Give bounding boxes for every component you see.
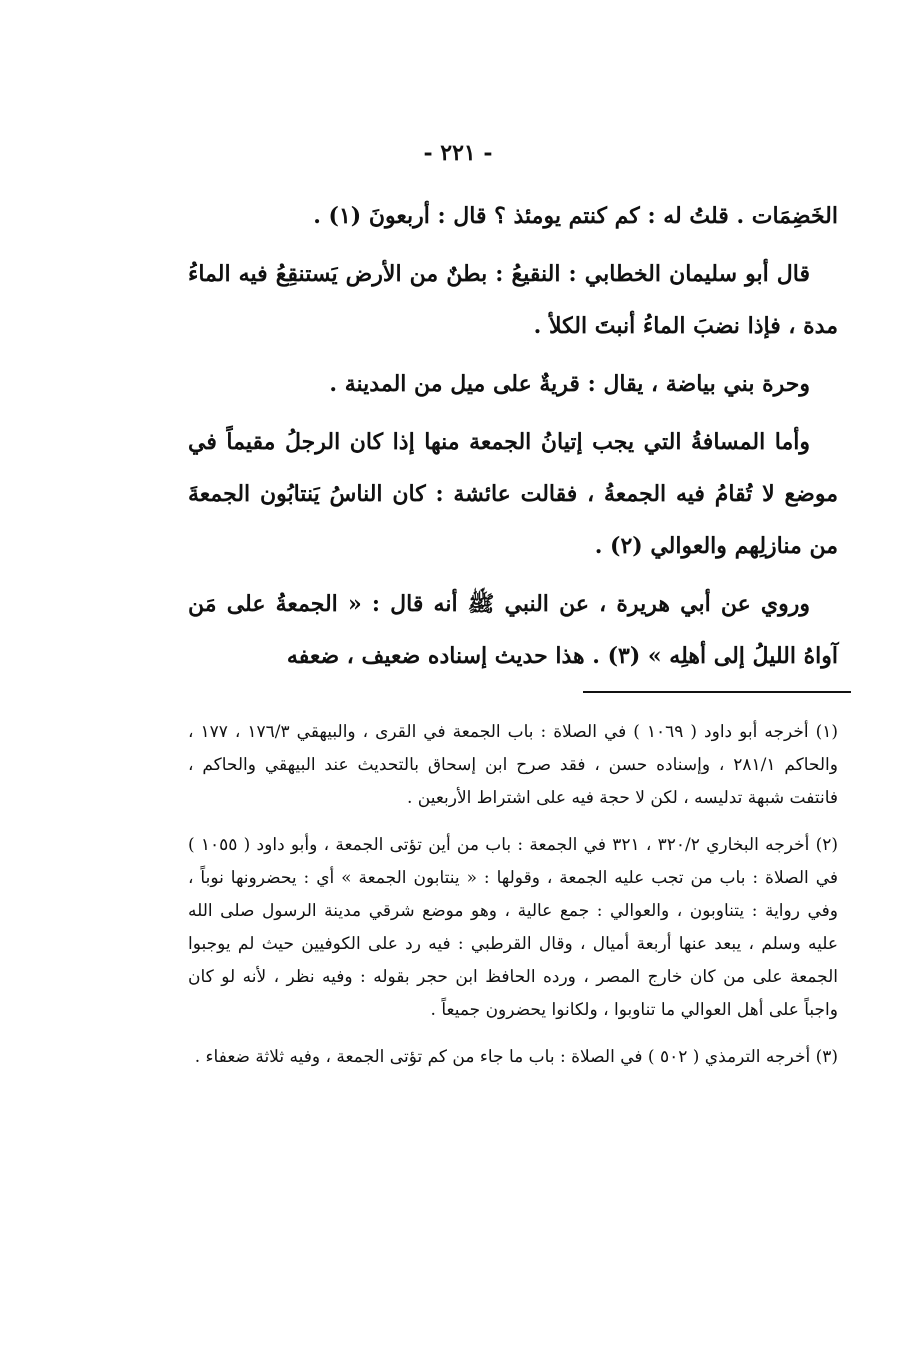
- paragraph: وحرة بني بياضة ، يقال : قريةٌ على ميل من المدينة .: [329, 371, 810, 397]
- footnote-divider: [583, 691, 851, 693]
- footnote: (١) أخرجه أبو داود ( ١٠٦٩ ) في الصلاة : باب الجمعة في القرى ، والبيهقي ١٧٦/٣ ، ١٧٧ ، والحاكم ٢٨١/١ ، وإسناده حسن ، فقد صرح ابن إسحاق بالتحديث عند البيهقي والحاكم ، فانتفت شبهة تدليسه ، لكن لا حجة فيه على اشتراط الأربعين .: [188, 722, 838, 808]
- footnote: (٢) أخرجه البخاري ٣٢٠/٢ ، ٣٢١ في الجمعة : باب من أين تؤتى الجمعة ، وأبو داود ( ١٠٥٥ ) في الصلاة : باب من تجب عليه الجمعة ، وقولها : « ينتابون الجمعة » أي : يحضرونها نوباً ، وفي رواية : يتناوبون ، والعوالي : جمع عالية ، وهو موضع شرقي مدينة الرسول صلى الله عليه وسلم ، يبعد عنها أربعة أميال ، وقال القرطبي : فيه رد على الكوفيين حيث لم يوجبوا الجمعة على من كان خارج المصر ، ورده الحافظ ابن حجر بقوله : وفيه نظر ، لأنه لو كان واجباً على أهل العوالي ما تناوبوا ، ولكانوا يحضرون جميعاً .: [188, 835, 838, 1020]
- footnote: (٣) أخرجه الترمذي ( ٥٠٢ ) في الصلاة : باب ما جاء من كم تؤتى الجمعة ، وفيه ثلاثة ضعفاء .: [194, 1047, 838, 1067]
- main-text: [188, 190, 838, 688]
- paragraph: قال أبو سليمان الخطابي : النقيعُ : بطنٌ من الأرض يَستنقِعُ فيه الماءُ مدة ، فإذا نضبَ الماءُ أنبتَ الكلأ .: [188, 261, 838, 339]
- footnotes: [188, 716, 838, 1088]
- paragraph: الخَضِمَات . قلتُ له : كم كنتم يومئذ ؟ قال : أربعونَ (١) .: [313, 203, 838, 229]
- paragraph: وروي عن أبي هريرة ، عن النبي ﷺ أنه قال : « الجمعةُ على مَن آواهُ الليلُ إلى أهلِه » (٣) . هذا حديث إسناده ضعيف ، ضعفه: [188, 591, 838, 669]
- page-number: - ٢٢١ -: [423, 140, 493, 166]
- paragraph: وأما المسافةُ التي يجب إتيانُ الجمعة منها إذا كان الرجلُ مقيماً في موضع لا تُقامُ فيه الجمعةُ ، فقالت عائشة : كان الناسُ يَنتابُون الجمعةَ من منازلِهم والعوالي (٢) .: [188, 429, 838, 559]
